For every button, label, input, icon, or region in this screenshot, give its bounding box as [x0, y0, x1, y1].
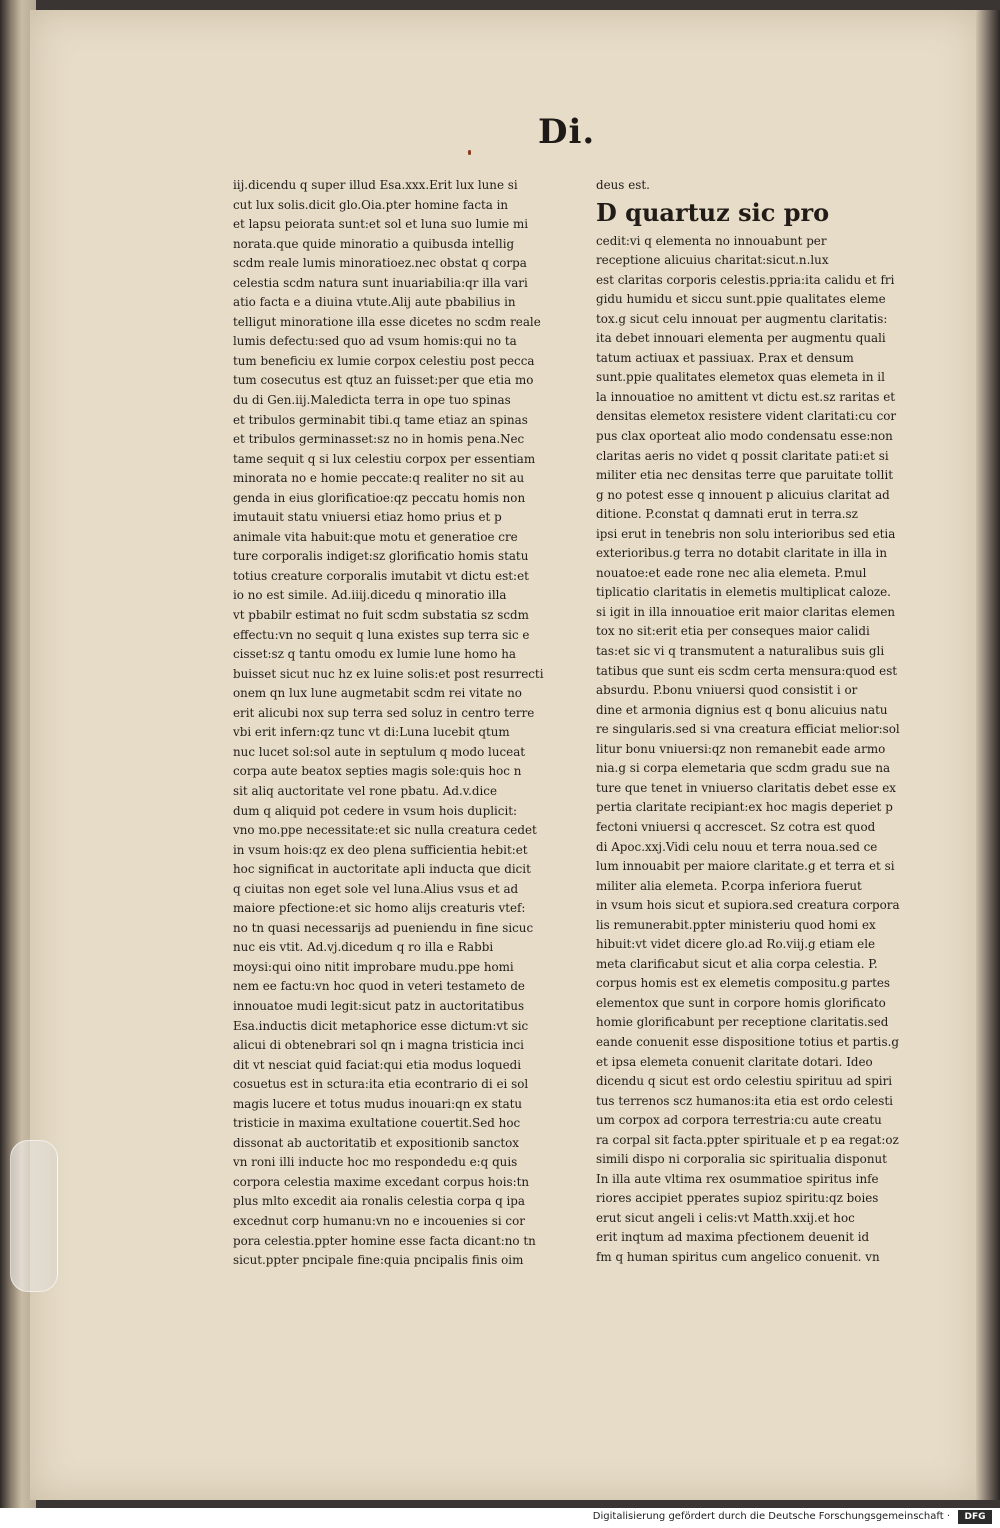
text-line: in vsum hois:qz ex deo plena sufficientia hebit:et [233, 842, 528, 857]
text-line: erit alicubi nox sup terra sed soluz in centro terre [233, 705, 535, 720]
text-line: sicut.ppter pncipale fine:quia pncipalis finis oim [233, 1253, 524, 1268]
text-line: io no est simile. Ad.iiij.dicedu q minoratio illa [233, 588, 507, 603]
text-line: q ciuitas non eget sole vel luna.Alius vsus et ad [233, 881, 519, 896]
text-line: elementox que sunt in corpore homis glorificato [596, 995, 886, 1010]
text-line: dissonat ab auctoritatib et expositionib sanctox [233, 1135, 519, 1150]
text-line: si igit in illa innouatioe erit maior claritas elemen [596, 604, 896, 619]
text-line: tox.g sicut celu innouat per augmentu claritatis: [596, 311, 888, 326]
right-text-column [596, 176, 906, 1268]
text-line: ita debet innouari elementa per augmentu quali [596, 331, 886, 346]
text-line: meta clarificabut sicut et alia corpa celestia. P. [596, 956, 878, 971]
text-line: alicui di obtenebrari sol qn i magna tristicia inci [233, 1038, 524, 1053]
text-line: la innouatioe no amittent vt dictu est.sz raritas et [596, 389, 896, 404]
text-line: effectu:vn no sequit q luna existes sup terra sic e [233, 627, 530, 642]
text-line: dit vt nesciat quid faciat:qui etia modus loquedi [233, 1057, 522, 1072]
text-line: tame sequit q si lux celestiu corpox per essentiam [233, 451, 536, 466]
text-line: militer etia nec densitas terre que paruitate tollit [596, 468, 894, 483]
text-line: militer alia elemeta. P.corpa inferiora fuerut [596, 878, 862, 893]
text-line: fectoni vniuersi q accrescet. Sz cotra est quod [596, 819, 876, 834]
text-line: simili dispo ni corporalia sic spiritualia disponut [596, 1152, 887, 1167]
text-line: vt pbabilr estimat no fuit scdm substatia sz scdm [233, 608, 529, 623]
text-line: cedit:vi q elementa no innouabunt per [596, 233, 827, 248]
page-right-edge [976, 10, 1000, 1500]
text-line: no tn quasi necessarijs ad pueniendu in fine sicuc [233, 920, 534, 935]
text-line: claritas aeris no videt q possit claritate pati:et si [596, 448, 889, 463]
text-line: et tribulos germinabit tibi.q tame etiaz an spinas [233, 412, 528, 427]
text-line: homie glorificabunt per receptione claritatis.sed [596, 1015, 889, 1030]
text-line: absurdu. P.bonu vniuersi quod consistit i or [596, 683, 858, 698]
text-line: excednut corp humanu:vn no e incouenies si cor [233, 1213, 525, 1228]
text-line: pus clax oporteat alio modo condensatu esse:non [596, 429, 893, 444]
left-text-column [233, 176, 563, 1271]
text-line: erut sicut angeli i celis:vt Matth.xxij.et hoc [596, 1210, 855, 1225]
text-line: sunt.ppie qualitates elemetox quas elemeta in il [596, 370, 885, 385]
text-line: et lapsu peiorata sunt:et sol et luna suo lumie mi [233, 217, 529, 232]
text-line: et tribulos germinasset:sz no in homis pena.Nec [233, 432, 525, 447]
text-line: atio facta e a diuina vtute.Alij aute pbabilius in [233, 295, 516, 310]
text-line: hibuit:vt videt dicere glo.ad Ro.viij.g etiam ele [596, 937, 876, 952]
text-line: dine et armonia dignius est q bonu alicuius natu [596, 702, 888, 717]
text-line: iij.dicendu q super illud Esa.xxx.Erit lux lune si [233, 178, 518, 192]
funding-credit: Digitalisierung gefördert durch die Deutsche Forschungsgemeinschaft · [592, 1511, 950, 1522]
footer-bar [0, 1508, 1000, 1528]
text-line: cosuetus est in sctura:ita etia econtrario di ei sol [233, 1077, 529, 1092]
text-line: genda in eius glorificatioe:qz peccatu homis non [233, 490, 526, 505]
text-line: dum q aliquid pot cedere in vsum hois duplicit: [233, 803, 518, 818]
text-line: plus mlto excedit aia ronalis celestia corpa q ipa [233, 1194, 525, 1209]
text-line: dicendu q sicut est ordo celestiu spirituu ad spiri [596, 1074, 893, 1089]
text-line: eande conuenit esse dispositione totius et partis.g [596, 1034, 899, 1049]
text-line: tox no sit:erit etia per conseques maior calidi [596, 624, 870, 639]
chapter-initial-line: D quartuz sic pro [596, 197, 830, 227]
text-line: tus terrenos scz humanos:ita etia est ordo celesti [596, 1093, 893, 1108]
text-line: nia.g si corpa elemetaria que scdm gradu sue na [596, 761, 891, 776]
text-line: gidu humidu et siccu sunt.ppie qualitates eleme [596, 292, 886, 307]
text-line: norata.que quide minoratio a quibusda intellig [233, 236, 515, 251]
text-line: minorata no e homie peccate:q realiter no sit au [233, 471, 525, 486]
text-line: lis remunerabit.ppter ministeriu quod homi ex [596, 917, 876, 932]
text-line: corpora celestia maxime excedant corpus hois:tn [233, 1174, 530, 1189]
text-line: lum innouabit per maiore claritate.g et terra et si [596, 859, 895, 874]
text-line: moysi:qui oino nitit improbare mudu.ppe homi [233, 959, 514, 974]
text-line: magis lucere et totus mudus inouari:qn ex statu [233, 1096, 523, 1111]
text-line: nuc eis vtit. Ad.vj.dicedum q ro illa e Rabbi [233, 940, 494, 955]
text-line: du di Gen.iij.Maledicta terra in ope tuo spinas [233, 393, 511, 408]
text-line: totius creature corporalis imutabit vt dictu est:et [233, 568, 529, 583]
text-line: celestia scdm natura sunt inuariabilia:qr illa vari [233, 275, 528, 290]
text-line: tas:et sic vi q transmutent a naturalibus suis gli [596, 644, 885, 659]
text-line: tatum actiuax et passiuax. P.rax et densum [596, 350, 854, 365]
text-line: tristicie in maxima exultatione couertit.Sed hoc [233, 1116, 521, 1131]
text-line: et ipsa elemeta conuenit claritate dotari. Ideo [596, 1054, 873, 1069]
running-head: Di. [538, 112, 596, 152]
dfg-logo: DFG [958, 1510, 992, 1524]
text-line: onem qn lux lune augmetabit scdm rei vitate no [233, 686, 522, 701]
text-line: lumis defectu:sed quo ad vsum homis:qui no ta [233, 334, 517, 349]
text-line: densitas elemetox resistere vident claritati:cu cor [596, 409, 897, 424]
text-line: corpus homis est ex elemetis compositu.g partes [596, 976, 890, 991]
text-line: fm q human spiritus cum angelico conuenit. vn [596, 1249, 880, 1264]
text-line: ipsi erut in tenebris non solu interioribus sed etia [596, 526, 896, 541]
text-line: vbi erit infern:qz tunc vt di:Luna lucebit qtum [233, 725, 510, 740]
text-line: nuc lucet sol:sol aute in septulum q modo luceat [233, 744, 526, 759]
text-line: maiore pfectione:et sic homo alijs creaturis vtef: [233, 901, 526, 916]
text-line: hoc significat in auctoritate apli inducta que dicit [233, 862, 531, 877]
text-line: sit aliq auctoritate vel rone pbatu. Ad.v.dice [233, 783, 497, 798]
text-line: receptione alicuius charitat:sicut.n.lux [596, 253, 829, 268]
text-line: cut lux solis.dicit glo.Oia.pter homine facta in [233, 197, 509, 212]
text-line: ture corporalis indiget:sz glorificatio homis statu [233, 549, 529, 564]
text-line: in vsum hois sicut et supiora.sed creatura corpora [596, 898, 900, 913]
text-line: pora celestia.ppter homine esse facta dicant:no tn [233, 1233, 536, 1248]
text-line: di Apoc.xxj.Vidi celu nouu et terra noua.sed ce [596, 839, 878, 854]
text-line: nouatoe:et eade rone nec alia elemeta. P.mul [596, 565, 867, 580]
text-line: re singularis.sed si vna creatura efficiat melior:sol [596, 722, 900, 737]
text-line: exterioribus.g terra no dotabit claritate in illa in [596, 546, 887, 561]
page-clip [10, 1140, 58, 1292]
text-line: cisset:sz q tantu omodu ex lumie lune homo ha [233, 647, 517, 662]
text-line: ditione. P.constat q damnati erut in terra.sz [596, 507, 858, 522]
text-line: corpa aute beatox septies magis sole:quis hoc n [233, 764, 522, 779]
text-line: animale vita habuit:que motu et generatioe cre [233, 529, 518, 544]
text-line: nem ee factu:vn hoc quod in veteri testameto de [233, 979, 525, 994]
text-line: litur bonu vniuersi:qz non remanebit eade armo [596, 741, 886, 756]
text-line: tiplicatio claritatis in elemetis multiplicat caloze. [596, 585, 891, 600]
text-line: est claritas corporis celestis.ppria:ita calidu et fri [596, 272, 895, 287]
text-line: pertia claritate recipiant:ex hoc magis deperiet p [596, 800, 893, 815]
text-line: tum cosecutus est qtuz an fuisset:per que etia mo [233, 373, 534, 388]
text-line: erit inqtum ad maxima pfectionem deuenit id [596, 1230, 870, 1245]
text-line: innouatoe mudi legit:sicut patz in auctoritatibus [233, 998, 525, 1013]
text-line: tatibus que sunt eis scdm certa mensura:quod est [596, 663, 898, 678]
text-line: vno mo.ppe necessitate:et sic nulla creatura cedet [233, 823, 537, 838]
text-line: scdm reale lumis minoratioez.nec obstat q corpa [233, 256, 527, 271]
text-line: In illa aute vltima rex osummatioe spiritus infe [596, 1171, 879, 1186]
text-line: buisset sicut nuc hz ex luine solis:et post resurrecti [233, 666, 544, 681]
text-line: imutauit statu vniuersi etiaz homo prius et p [233, 510, 502, 525]
text-line: tum beneficiu ex lumie corpox celestiu post pecca [233, 353, 535, 368]
text-line: telligut minoratione illa esse dicetes no scdm reale [233, 314, 541, 329]
text-line: g no potest esse q innouent p alicuius claritat ad [596, 487, 890, 502]
ink-mark [468, 150, 471, 155]
text-line: vn roni illi inducte hoc mo respondedu e:q quis [233, 1155, 518, 1170]
right-column-top-line: deus est. [596, 178, 650, 192]
text-line: um corpox ad corpora terrestria:cu aute creatu [596, 1113, 882, 1128]
text-line: ture que tenet in vniuerso claritatis debet esse ex [596, 780, 896, 795]
text-line: ra corpal sit facta.ppter spirituale et p ea regat:oz [596, 1132, 899, 1147]
text-line: riores accipiet pperates supioz spiritu:qz boies [596, 1191, 879, 1206]
text-line: Esa.inductis dicit metaphorice esse dictum:vt sic [233, 1018, 529, 1033]
